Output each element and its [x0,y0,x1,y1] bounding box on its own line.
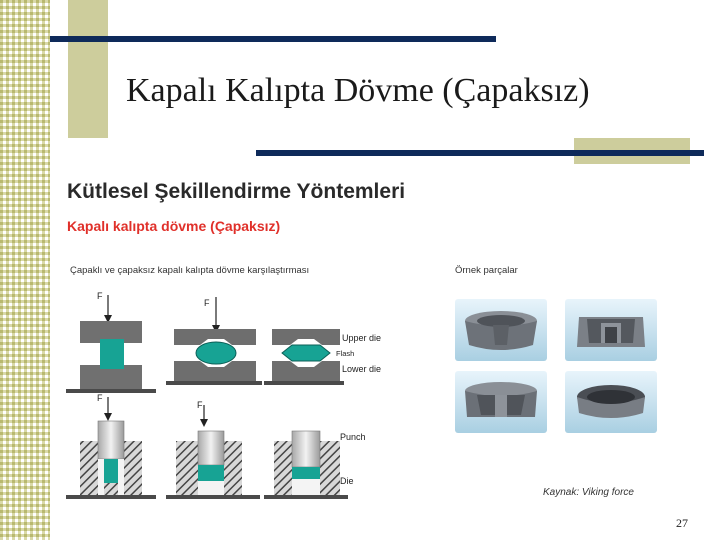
upper-die-label: Upper die [342,333,382,343]
flash-forging-stage-1 [66,295,156,393]
force-label: F [97,393,103,403]
die-label: Die [340,476,354,486]
punch-label: Punch [340,432,366,442]
flash-forging-stage-3 [264,329,344,385]
bottom-rule [256,150,704,156]
sample-part-image-1 [455,299,547,361]
sample-part-image-4 [565,371,657,433]
force-label: F [197,400,203,410]
comparison-caption: Çapaklı ve çapaksız kapalı kalıpta dövme karşılaştırması [70,265,310,276]
decorative-stripes [0,0,50,540]
forging-diagram [60,285,400,505]
sample-part-image-2 [565,299,657,361]
flashless-forging-stage-1 [66,397,156,499]
force-label: F [97,291,103,301]
flashless-forging-stage-3 [264,431,348,499]
flash-forging-stage-2 [166,297,262,385]
title-accent-block [68,0,108,138]
flashless-forging-stage-2 [166,405,260,499]
slide-title: Kapalı Kalıpta Dövme (Çapaksız) [126,72,590,109]
top-rule [50,36,496,42]
figure-subheading: Kapalı kalıpta dövme (Çapaksız) [67,218,281,234]
page-number: 27 [676,516,688,530]
lower-die-label: Lower die [342,364,382,374]
source-credit: Kaynak: Viking force [543,487,634,498]
figure-heading: Kütlesel Şekillendirme Yöntemleri [67,180,406,203]
sample-part-image-3 [455,371,547,433]
force-label: F [204,298,210,308]
sample-parts-caption: Örnek parçalar [455,265,518,276]
flash-label: Flash [336,349,355,358]
